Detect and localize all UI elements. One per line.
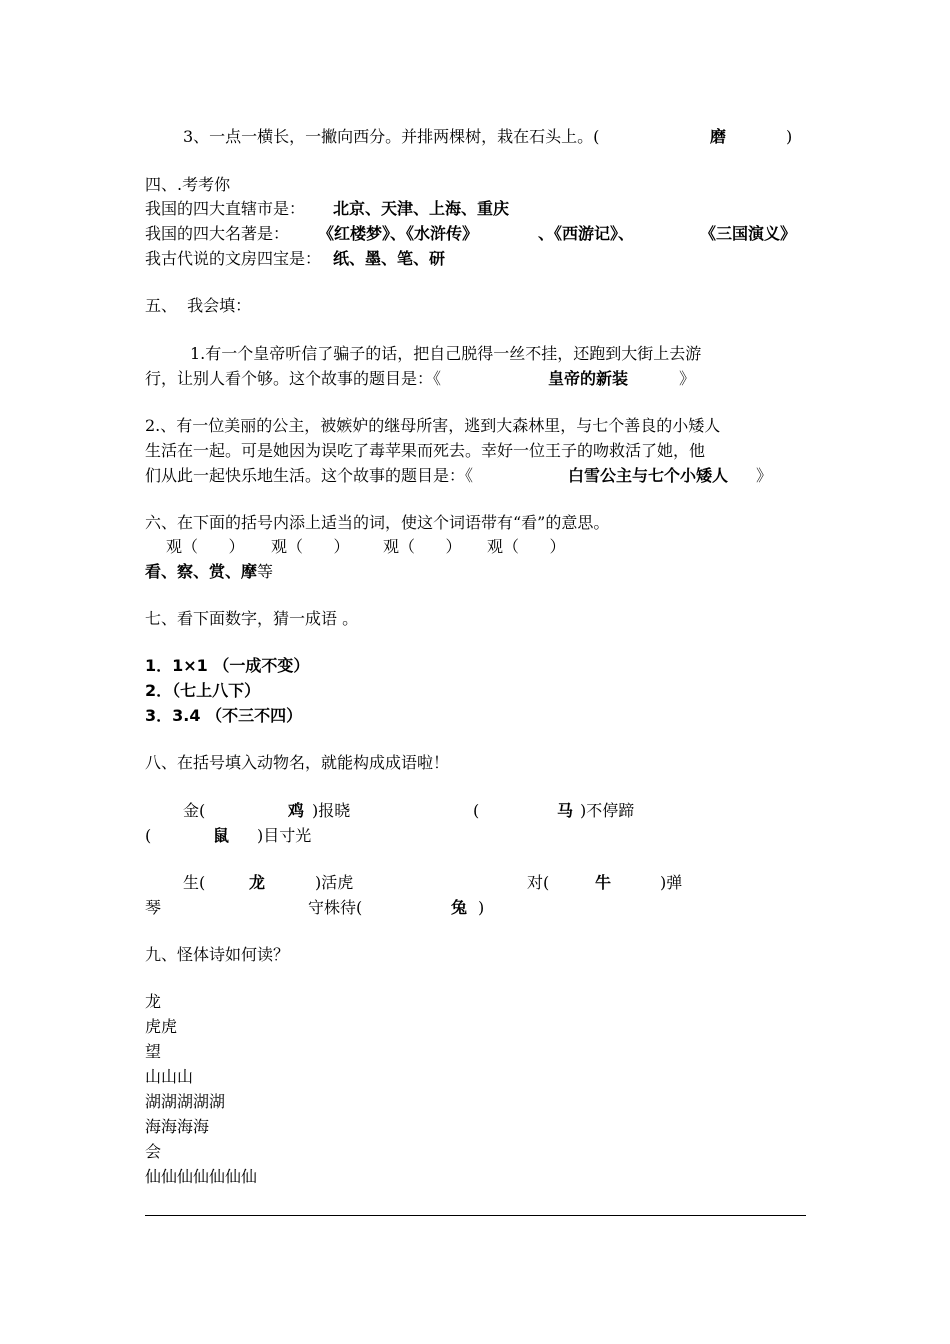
jin-open: 金( [183,801,206,820]
section-6-heading: 六、在下面的括号内添上适当的词，使这个词语带有“看”的意思。 [145,513,610,532]
classics-answer-b: 、《西游记》、 [538,224,635,243]
q1-close: 》 [679,369,696,388]
idiom-item-2 [145,681,260,701]
municipalities-label: 我国的四大直辖市是： [145,199,306,218]
shu-close: )目寸光 [257,826,312,845]
long-open: 生( [183,873,206,892]
long-close: )活虎 [315,873,354,892]
q1-answer: 皇帝的新装 [548,369,629,388]
idiom-item-1-label: 1．1×1 [145,656,208,675]
q2-line-3: 们从此一起快乐地生活。这个故事的题目是：《 [145,466,474,485]
idiom-item-3-label: 3．3.4 [145,706,201,725]
guan-blank-1: 观（ ） [166,537,245,556]
municipalities-answer: 北京、天津、上海、重庆 [333,199,510,218]
niu-open: 对( [527,873,550,892]
guan-blank-3: 观（ ） [383,537,462,556]
riddle-answer: 磨 [710,127,727,146]
long-answer: 龙 [249,873,266,892]
q1-line-1: 1.有一个皇帝听信了骗子的话，把自己脱得一丝不挂，还跑到大街上去游 [190,344,702,363]
poem-line-8: 仙仙仙仙仙仙仙 [145,1167,258,1186]
section-6-answer: 看、察、赏、摩 [145,562,258,581]
tu-close: ) [478,898,485,917]
idiom-item-2-label: 2． [145,681,173,700]
niu-close: )弹 [660,873,683,892]
classics-answer-c: 《三国演义》 [700,224,797,243]
study-treasures-label: 我古代说的文房四宝是： [145,249,322,268]
section-5-heading: 五、 我会填： [145,296,252,315]
q2-answer: 白雪公主与七个小矮人 [568,466,729,485]
poem-line-1: 龙 [145,992,162,1011]
poem-line-5: 湖湖湖湖湖 [145,1092,226,1111]
poem-line-2: 虎虎 [145,1017,178,1036]
guan-blank-4: 观（ ） [487,537,566,556]
riddle-question: 3、一点一横长，一撇向西分。并排两棵树，栽在石头上。( [183,127,600,146]
idiom-item-2-answer: （七上八下） [172,681,261,700]
idiom-item-1-answer: （一成不变） [213,656,310,675]
shu-answer: 鼠 [213,826,230,845]
q1-line-2: 行，让别人看个够。这个故事的题目是：《 [145,369,442,388]
footer-divider [145,1215,806,1216]
guan-blank-2: 观（ ） [271,537,350,556]
section-6-suffix: 等 [257,562,274,581]
section-8-heading: 八、在括号填入动物名，就能构成成语啦！ [145,753,450,772]
q2-line-2: 生活在一起。可是她因为误吃了毒苹果而死去。幸好一位王子的吻救活了她，他 [145,441,706,460]
riddle-close: ) [786,127,793,146]
jin-answer: 鸡 [288,801,305,820]
ma-close: )不停蹄 [580,801,635,820]
ma-open: ( [473,801,480,820]
section-9-heading: 九、怪体诗如何读？ [145,945,290,964]
idiom-item-1 [145,656,309,676]
niu-answer: 牛 [595,873,612,892]
section-4-heading: 四、.考考你 [145,175,231,194]
study-treasures-answer: 纸、墨、笔、研 [333,249,446,268]
poem-line-7: 会 [145,1142,162,1161]
section-7-heading: 七、看下面数字，猜一成语 。 [145,609,359,628]
section-6-answer-line [145,562,273,582]
idiom-item-3 [145,706,302,726]
idiom-item-3-answer: （不三不四） [206,706,303,725]
niu-continued: 琴 [145,898,162,917]
jin-close: )报晓 [312,801,351,820]
tu-answer: 兔 [451,898,468,917]
q2-close: 》 [756,466,773,485]
classics-label: 我国的四大名著是： [145,224,290,243]
classics-answer-a: 《红楼梦》、《水浒传》 [318,224,479,243]
ma-answer: 马 [557,801,574,820]
poem-line-3: 望 [145,1042,162,1061]
poem-line-4: 山山山 [145,1067,194,1086]
poem-line-6: 海海海海 [145,1117,210,1136]
shu-open: ( [145,826,152,845]
q2-line-1: 2.、有一位美丽的公主，被嫉妒的继母所害，逃到大森林里，与七个善良的小矮人 [145,416,721,435]
tu-open: 守株待( [308,898,363,917]
